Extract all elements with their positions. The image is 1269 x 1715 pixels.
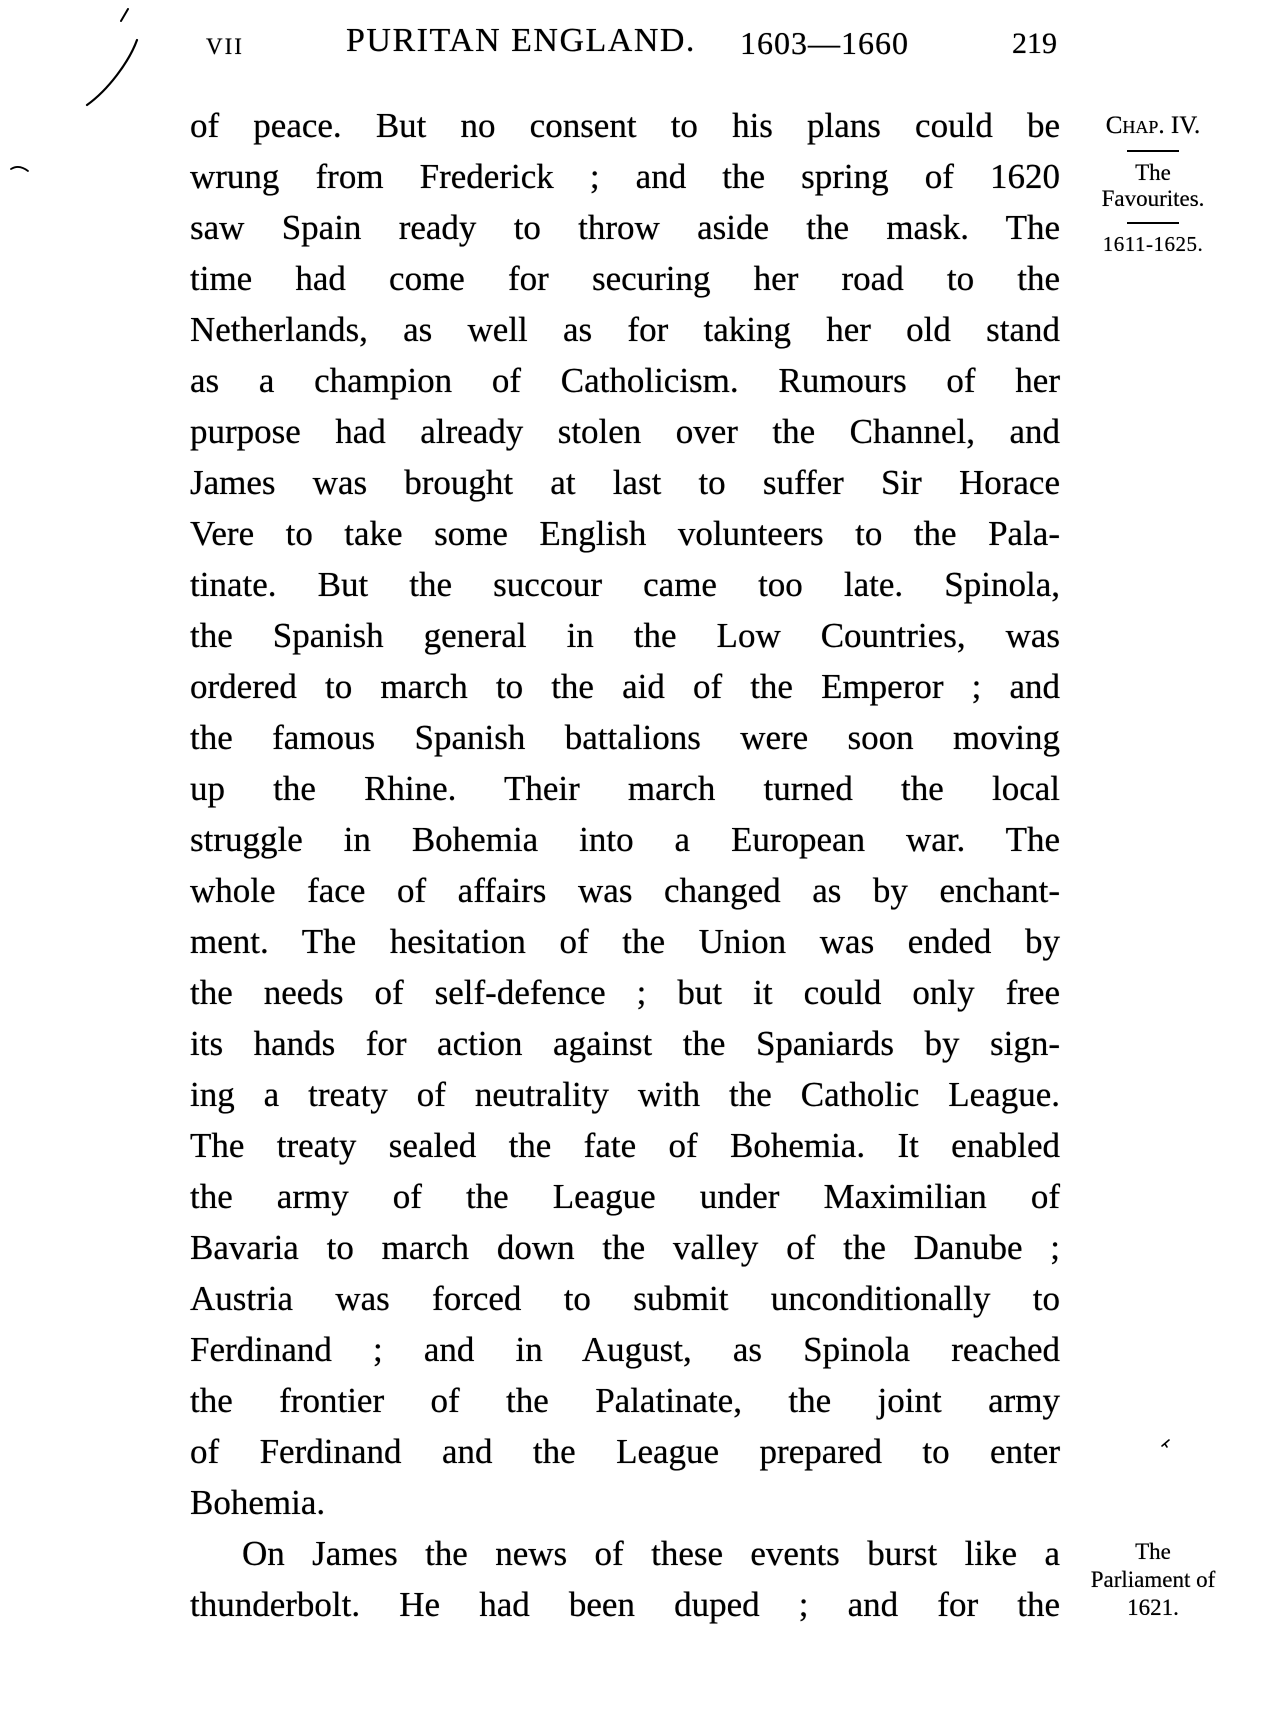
margin-rule-divider [1127, 150, 1179, 152]
text-line: of peace. But no consent to his plans could be [190, 106, 1060, 145]
page-number: 219 [1012, 27, 1057, 60]
text-line: James was brought at last to suffer Sir Horace [190, 463, 1060, 502]
text-line: Ferdinand ; and in August, as Spinola reached [190, 1330, 1060, 1369]
text-line: ordered to march to the aid of the Emperor ; and [190, 667, 1060, 706]
text-line-paragraph-end: Bohemia. [190, 1483, 326, 1522]
margin-note-chapter-block [1078, 112, 1228, 256]
margin-parliament-label: The Parliament of 1621. [1090, 1539, 1216, 1620]
text-line-paragraph-start: On James the news of these events burst like a [242, 1534, 1060, 1573]
text-line: the famous Spanish battalions were soon moving [190, 718, 1060, 757]
text-line: tinate. But the succour came too late. Spinola, [190, 565, 1060, 604]
header-chapter-numeral: VII [206, 34, 244, 59]
text-line: time had come for securing her road to the [190, 259, 1060, 298]
text-line: Vere to take some English volunteers to the Pala- [190, 514, 1060, 553]
body-text [190, 100, 1060, 1630]
text-line: its hands for action against the Spaniards by sign- [190, 1024, 1060, 1063]
text-line: purpose had already stolen over the Channel, and [190, 412, 1060, 451]
text-line: whole face of affairs was changed as by enchant- [190, 871, 1060, 910]
ink-speck-icon [1162, 1440, 1169, 1447]
text-line: wrung from Frederick ; and the spring of 1620 [190, 157, 1060, 196]
text-line: ing a treaty of neutrality with the Catholic League. [190, 1075, 1060, 1114]
margin-section-dates: 1611-1625. [1102, 232, 1204, 256]
header-date-range: 1603—1660 [740, 25, 909, 61]
pen-mark-curve-icon [87, 40, 137, 105]
text-line: the Spanish general in the Low Countries, was [190, 616, 1060, 655]
text-line: Netherlands, as well as for taking her old stand [190, 310, 1060, 349]
text-line: thunderbolt. He had been duped ; and for the [190, 1585, 1060, 1624]
text-line: as a champion of Catholicism. Rumours of her [190, 361, 1060, 400]
text-line: up the Rhine. Their march turned the local [190, 769, 1060, 808]
text-line: struggle in Bohemia into a European war. The [190, 820, 1060, 859]
text-line: of Ferdinand and the League prepared to enter [190, 1432, 1060, 1471]
text-line: Bavaria to march down the valley of the Danube ; [190, 1228, 1060, 1267]
header-running-title: PURITAN ENGLAND. [346, 22, 696, 59]
text-line: ment. The hesitation of the Union was ended by [190, 922, 1060, 961]
margin-section-title: The Favourites. [1101, 160, 1205, 211]
text-line: saw Spain ready to throw aside the mask. The [190, 208, 1060, 247]
margin-chapter-label: Chap. IV. [1105, 112, 1201, 139]
margin-note-parliament-block [1078, 1538, 1228, 1622]
text-line: the frontier of the Palatinate, the joint army [190, 1381, 1060, 1420]
text-line: The treaty sealed the fate of Bohemia. It enabled [190, 1126, 1060, 1165]
margin-rule-divider [1127, 222, 1179, 224]
text-line: the army of the League under Maximilian of [190, 1177, 1060, 1216]
pen-mark-tick-icon [121, 9, 128, 21]
text-line: the needs of self-defence ; but it could only free [190, 973, 1060, 1012]
pen-mark-tilde-icon [11, 167, 28, 171]
text-line: Austria was forced to submit unconditionally to [190, 1279, 1060, 1318]
